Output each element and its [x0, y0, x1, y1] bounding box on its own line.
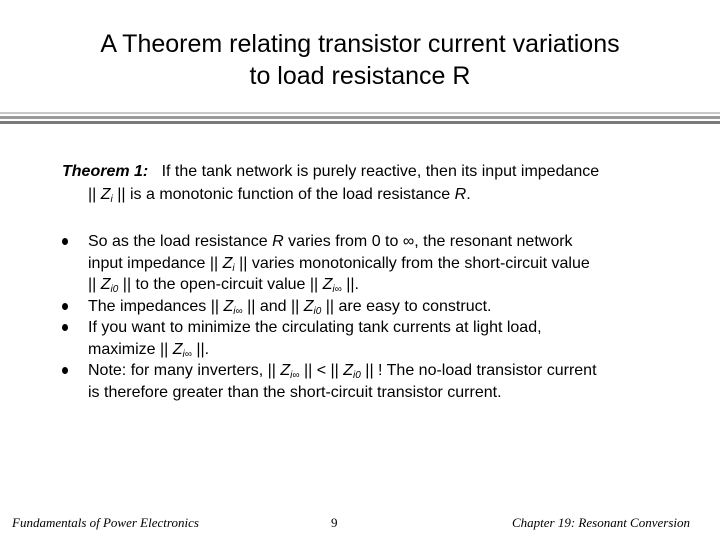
- symbol-z: Z: [303, 297, 314, 315]
- bullet-item-1: [62, 231, 702, 296]
- symbol-z: Z: [322, 276, 333, 293]
- footer-page-number: 9: [331, 515, 338, 530]
- theorem-text-1: If the tank network is purely reactive, then its input impedance: [161, 163, 600, 180]
- text-span: .: [466, 186, 471, 203]
- text-span: Note: for many inverters, ||: [88, 362, 281, 379]
- divider-band-light: [0, 112, 720, 114]
- text-span: || < ||: [299, 362, 344, 379]
- subscript: i: [110, 194, 113, 205]
- bullet-3-line-1: If you want to minimize the circulating tank currents at light load,: [88, 319, 542, 336]
- text-span: input impedance ||: [88, 254, 223, 272]
- footer-book-title: Fundamentals of Power Electronics: [12, 515, 199, 530]
- text-span: ||.: [191, 340, 210, 358]
- text-span: maximize ||: [88, 340, 173, 358]
- text-span: || and ||: [242, 297, 304, 315]
- symbol-z: Z: [280, 362, 291, 379]
- title-divider: [0, 112, 720, 126]
- symbol-z: Z: [343, 362, 354, 379]
- subscript: i0: [313, 305, 322, 317]
- text-span: || ! The no-load transistor current: [360, 362, 597, 379]
- bullet-1-line-2: [88, 253, 702, 275]
- text-span: || to the open-circuit value ||: [118, 276, 323, 293]
- subscript: i∞: [182, 348, 192, 360]
- bullet-dot-icon: [62, 367, 68, 374]
- title-line-1: A Theorem relating transistor current variations: [100, 30, 620, 58]
- bullet-dot-icon: [62, 324, 68, 331]
- bullet-dot-icon: [62, 303, 68, 310]
- subscript: i: [232, 262, 235, 274]
- symbol-z: Z: [100, 276, 111, 293]
- subscript: i∞: [332, 284, 342, 295]
- text-span: The impedances ||: [88, 297, 224, 315]
- bullet-dot-icon: [62, 238, 68, 245]
- text-span: varies from 0 to ∞, the resonant network: [283, 233, 573, 250]
- symbol-z: Z: [222, 254, 233, 272]
- theorem-statement: [62, 160, 682, 206]
- bullet-4-line-2: is therefore greater than the short-circuit transistor current.: [88, 383, 502, 401]
- text-span: || varies monotonically from the short-circuit value: [234, 254, 590, 272]
- text-span: So as the load resistance: [88, 233, 273, 250]
- bullet-item-3: [62, 317, 702, 360]
- bullet-item-4: [62, 360, 702, 403]
- footer-chapter: Chapter 19: Resonant Conversion: [511, 515, 690, 530]
- text-span: || is a monotonic function of the load resistance: [112, 186, 455, 203]
- text-span: ||: [88, 186, 101, 203]
- bullet-1-line-3: [88, 274, 702, 296]
- divider-band-dark: [0, 121, 720, 124]
- symbol-z: Z: [100, 186, 111, 203]
- title-line-2: to load resistance R: [249, 62, 471, 90]
- theorem-line-1: [62, 160, 682, 183]
- subscript: i0: [110, 284, 119, 295]
- subscript: i0: [353, 370, 361, 381]
- subscript: i∞: [290, 370, 300, 381]
- symbol-z: Z: [223, 297, 234, 315]
- divider-band-mid: [0, 116, 720, 119]
- text-span: || are easy to construct.: [321, 297, 492, 315]
- symbol-z: Z: [172, 340, 183, 358]
- subscript: i∞: [233, 305, 243, 317]
- bullet-item-2: [62, 296, 702, 318]
- slide-title: [0, 28, 720, 92]
- text-span: ||: [88, 276, 101, 293]
- bullet-4-line-1: [88, 360, 702, 382]
- symbol-r: R: [454, 186, 467, 203]
- bullet-1-line-1: [88, 231, 702, 253]
- theorem-line-2: [62, 183, 682, 206]
- bullet-2-line-1: [88, 296, 702, 318]
- symbol-r: R: [272, 233, 284, 250]
- text-span: ||.: [341, 276, 359, 293]
- theorem-heading: Theorem 1:: [62, 163, 149, 180]
- bullet-3-line-2: [88, 339, 702, 361]
- bullet-list: [62, 231, 702, 403]
